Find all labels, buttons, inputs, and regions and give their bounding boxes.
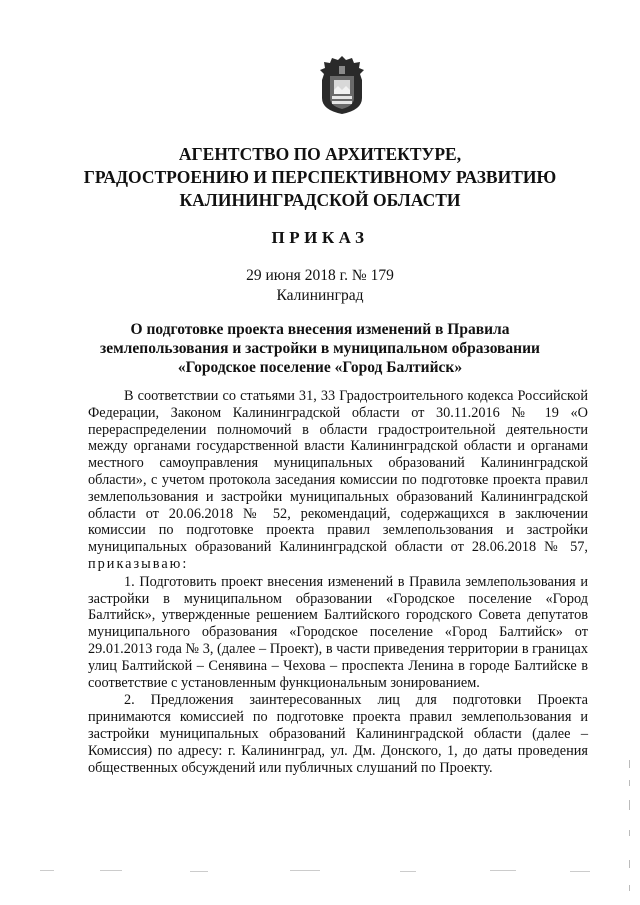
coat-of-arms-icon <box>318 54 366 116</box>
margin-scan-marks <box>628 760 631 900</box>
agency-name <box>60 143 580 212</box>
date-number: 29 июня 2018 г. № 179 <box>246 267 394 284</box>
order-item-1: 1. Подготовить проект внесения изменений в Правила землепользования и застройки в муниципальном образовании «Городское поселение «Город Балтийск», утвержденные решением Балтийского городского Совета депутатов муниципального образования «Городское поселение «Город Балтийск» от 29.01.2013 года № 3, (далее – Проект), в части приведения территории в границах улиц Балтийской – Сенявина – Чехова – проспекта Ленина в городе Балтийске в соответствие с установленным функциональным зонированием. <box>88 573 588 691</box>
bottom-scan-marks <box>40 868 600 874</box>
document-dateline <box>60 266 580 306</box>
agency-line-3: КАЛИНИНГРАДСКОЙ ОБЛАСТИ <box>179 190 461 210</box>
document-body <box>88 388 588 776</box>
agency-line-1: АГЕНТСТВО ПО АРХИТЕКТУРЕ, <box>178 144 462 164</box>
preamble-paragraph <box>88 388 588 573</box>
agency-line-2: ГРАДОСТРОЕНИЮ И ПЕРСПЕКТИВНОМУ РАЗВИТИЮ <box>83 167 557 187</box>
order-item-2: 2. Предложения заинтересованных лиц для подготовки Проекта принимаются комиссией по подготовке проекта правил землепользования и застройки муниципальных образований Калининградской области (далее – Комиссия) по адресу: г. Калининград, ул. Дм. Донского, 1, до даты проведения общественных обсуждений или публичных слушаний по Проекту. <box>88 692 588 776</box>
subject-line-1: О подготовке проекта внесения изменений в Правила <box>130 321 510 338</box>
subject-line-3: «Городское поселение «Город Балтийск» <box>177 359 463 376</box>
document-subject <box>60 320 580 377</box>
order-word: приказываю: <box>88 555 189 572</box>
city: Калининград <box>276 287 364 304</box>
subject-line-2: землепользования и застройки в муниципальном образовании <box>100 340 540 357</box>
document-title: ПРИКАЗ <box>271 228 369 247</box>
preamble-text: В соответствии со статьями 31, 33 Градостроительного кодекса Российской Федерации, Законом Калининградской области от 30.11.2016 № 19 «О перераспределении полномочий в области градостроительной деятельности между органами государственной власти Калининградской области и органами местного самоуправления муниципальных образований Калининградской области», с учетом протокола заседания комиссии по подготовке проекта правил землепользования и застройки муниципальных образований Калининградской области от 20.06.2018 № 52, рекомендаций, содержащихся в заключении комиссии по подготовке проекта правил землепользования и застройки муниципальных образований Калининградской области от 28.06.2018 № 57, <box>88 388 588 556</box>
